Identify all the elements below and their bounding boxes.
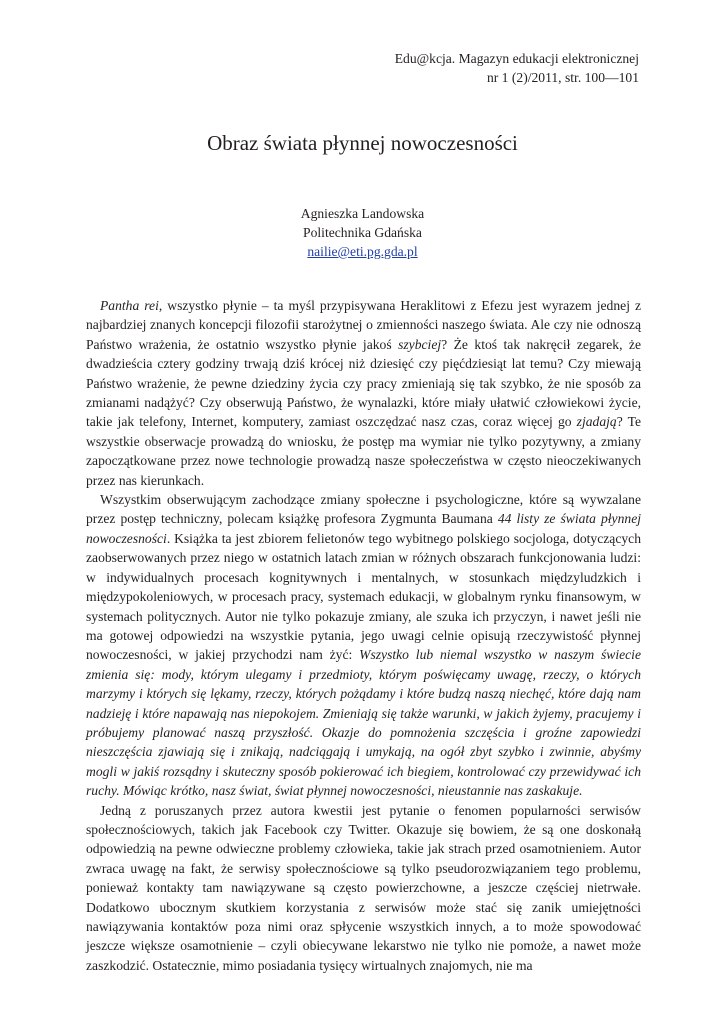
italic-text: 44 listy ze świata płynnej nowoczesności [86, 511, 641, 546]
author-name: Agnieszka Landowska [300, 206, 425, 221]
paragraph-text: Wszystkim obserwującym zachodzące zmiany społeczne i psychologiczne, które są wywzalane przez postęp techniczny, polecam książkę profesora Zygmunta Baumana [86, 492, 641, 527]
italic-text: szybciej [398, 336, 442, 352]
journal-issue: nr 1 (2)/2011, str. 100—101 [486, 70, 639, 85]
author-block [0, 204, 725, 261]
author-affiliation: Politechnika Gdańska [303, 225, 422, 240]
journal-name: Edu@kcja. Magazyn edukacji elektronicznej [394, 51, 639, 66]
paragraph-text: ? Że ktoś tak nakręcił zegarek, że dwadzieścia cztery godziny trwają dziś krócej niż dziesięć czy pięćdziesiąt lat temu? Czy miewają Państwo wrażenie, że pewne dziedziny życia czy pracy zmieniają się tak szybko, że nie sposób za zmianami nadążyć? Czy obserwują Państwo, że wynalazki, które miały ułatwić człowiekowi życie, takie jak telefony, Internet, komputery, zamiast oszczędzać nasz czas, coraz więcej go [86, 336, 641, 430]
italic-text: zjadają [576, 414, 617, 430]
journal-header [395, 49, 639, 87]
paragraph-text: ? Te wszystkie obserwacje prowadzą do wniosku, że postęp ma wymiar nie tylko pozytywny, a zmiany zapoczątkowane przez nowe technologie prowadzą nasze społeczeństwa w często nieoczekiwanych przez nas kierunkach. [86, 414, 641, 488]
paragraph-text: Jedną z poruszanych przez autora kwestii jest pytanie o fenomen popularności serwisów społecznościowych, takich jak Facebook czy Twitter. Okazuje się bowiem, że są one doskonałą odpowiedzią na pewne odwieczne problemy człowieka, takie jak strach przed osamotnieniem. Autor zwraca uwagę na fakt, że serwisy społecznościowe są tylko pseudorozwiązaniem tego problemu, ponieważ kontakty tam nawiązywane są często powierzchowne, a jeszcze częściej nietrwałe. Dodatkowo ubocznym skutkiem korzystania z serwisów może stać się zanik umiejętności nawiązywania kontaktów poza nimi oraz spłycenie wszystkich innych, a to może spowodować jeszcze większe osamotnienie – czyli obiecywane lekarstwo nie tylko nie pomoże, a nawet może zaszkodzić. Ostatecznie, mimo posiadania tysięcy wirtualnych znajomych, nie ma [86, 802, 641, 973]
article-body [86, 296, 641, 975]
body-paragraph [86, 801, 641, 976]
body-paragraph [86, 490, 641, 801]
paragraph-text: . Książka ta jest zbiorem felietonów tego wybitnego polskiego socjologa, dotyczących zaobserwowanych przez niego w ostatnich latach zmian w różnych obszarach funkcjonowania ludzi: w indywidualnych procesach kognitywnych i mentalnych, w stosunkach międzyludzkich i międzypokoleniowych, w procesach pracy, systemach edukacji, w globalnym rynku finansowym, w systemach politycznych. Autor nie tylko pokazuje zmiany, ale szuka ich przyczyn, i nawet jeśli nie ma gotowej odpowiedzi na wszystkie pytania, jego uwagi celnie opisują rzeczywistość płynnej nowoczesności, w jakiej przychodzi nam żyć: [86, 530, 641, 663]
body-paragraph [86, 296, 641, 490]
italic-text: Wszystko lub niemal wszystko w naszym świecie zmienia się: mody, którym ulegamy i przedmioty, którym poświęcamy uwagę, rzeczy, o których marzymy i których się lękamy, rzeczy, których pożądamy i które budzą naszą niechęć, które dają nam nadzieję i które napawają nas niepokojem. Zmieniają się także warunki, w jakich żyjemy, pracujemy i próbujemy planować naszą przyszłość. Okazje do pomnożenia szczęścia i groźne zapowiedzi nieszczęścia zjawiają się i znikają, nadciągają i umykają, na ogół zbyt szybko i zwinnie, abyśmy mogli w jakiś rozsądny i skuteczny sposób pokierować ich biegiem, kontrolować czy przewidywać ich ruchy. Mówiąc krótko, nasz świat, świat płynnej nowoczesności, nieustannie nas zaskakuje. [86, 647, 641, 799]
article-title: Obraz świata płynnej nowoczesności [207, 131, 518, 155]
paragraph-text: , wszystko płynie – ta myśl przypisywana Heraklitowi z Efezu jest wyrazem jednej z najbardziej znanych koncepcji filozofii starożytnej o zmienności naszego świata. Ale czy nie odnoszą Państwo wrażenia, że ostatnio wszystko płynie jakoś [86, 298, 642, 352]
author-email-link[interactable]: nailie@eti.pg.gda.pl [307, 244, 418, 259]
italic-text: Pantha rei [100, 298, 159, 313]
